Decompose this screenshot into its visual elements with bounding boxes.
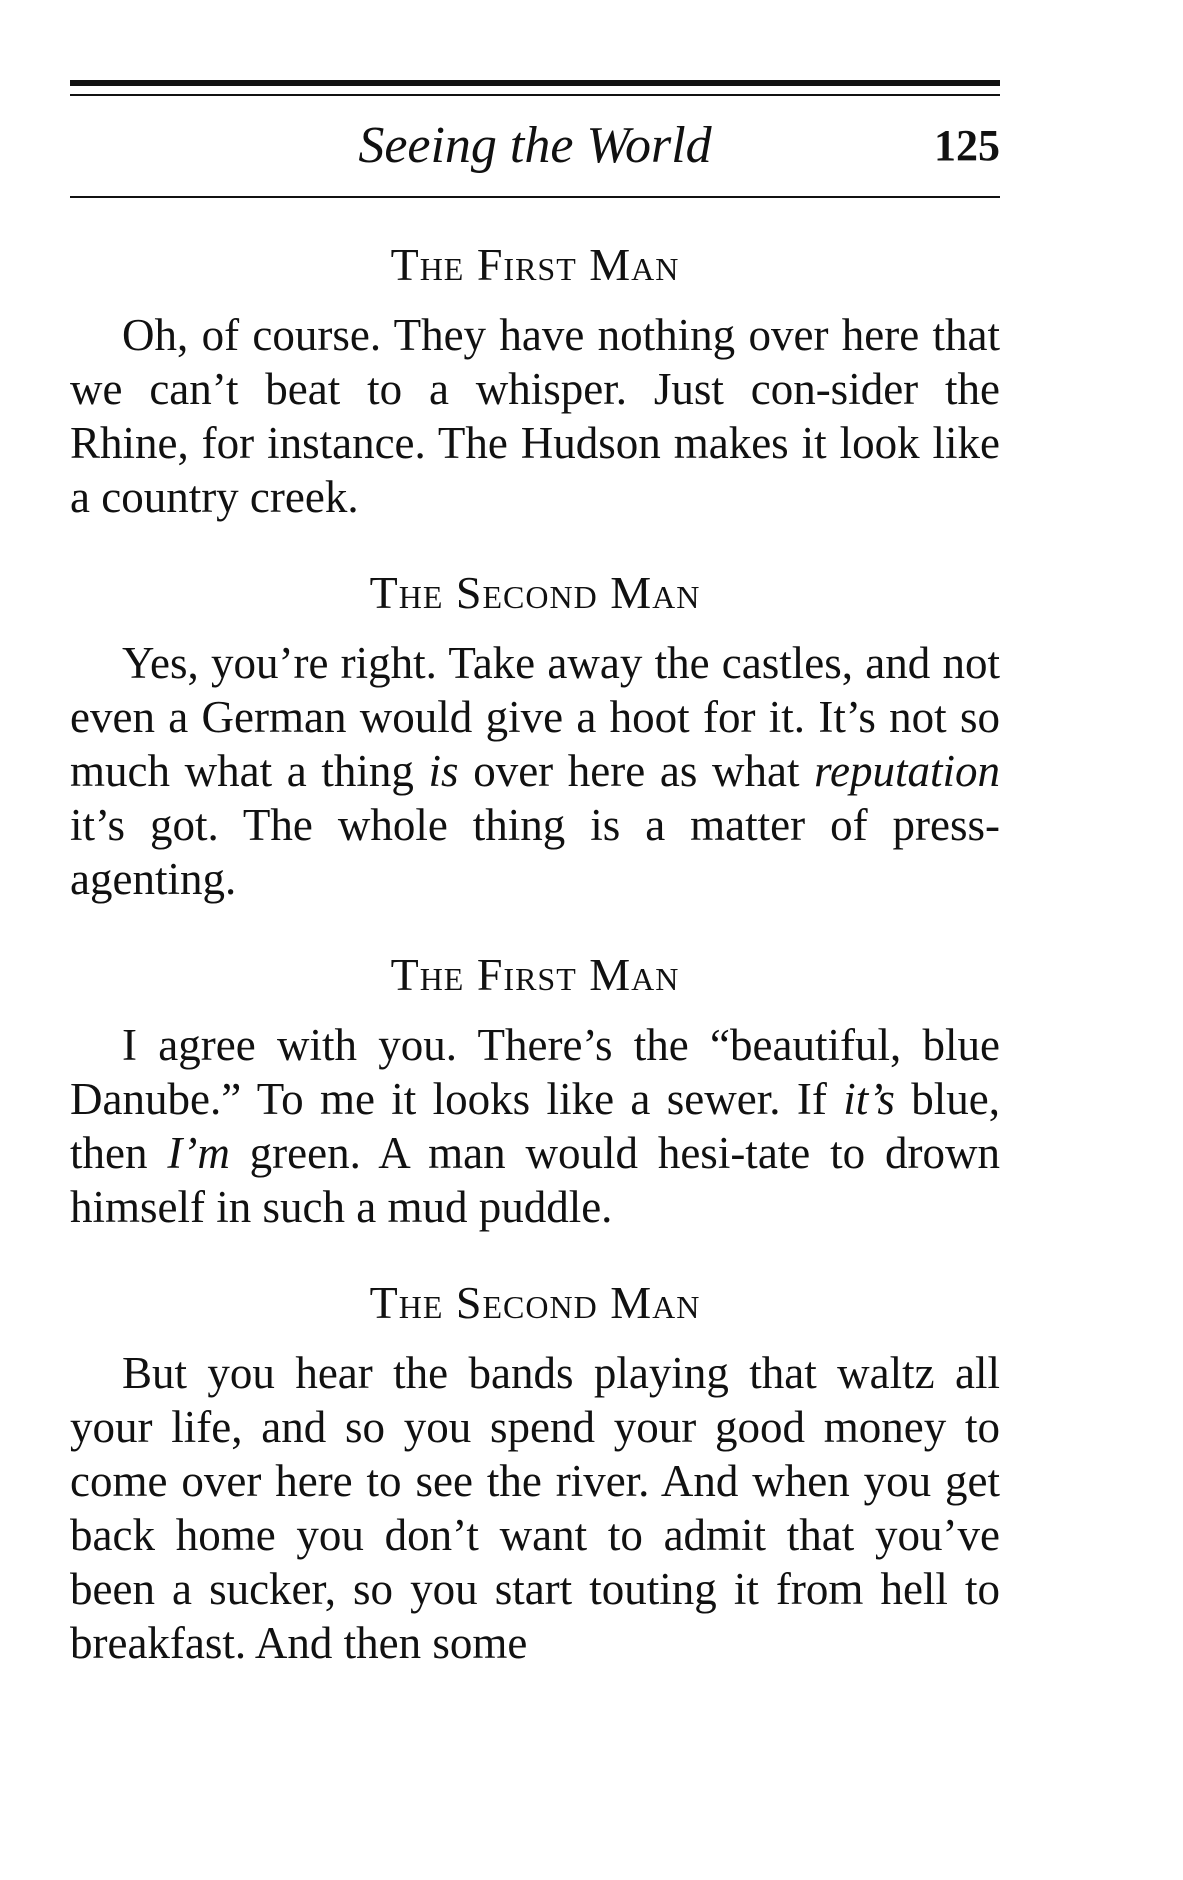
speech-text: I agree with you. There’s the “beautiful, blue Danube.” To me it looks like a sewer. If <box>70 1020 1000 1124</box>
speaker-name: The Second Man <box>369 1277 701 1328</box>
speaker-name: The First Man <box>390 239 680 290</box>
speech-paragraph <box>70 1018 1000 1234</box>
speech-emphasis: I’m <box>167 1128 230 1178</box>
speech-text: Yes, you’re right. Take away the castles, and not even a German would give a hoot for it. It’s not so much what a thing <box>70 638 1000 796</box>
page-number: 125 <box>934 121 1000 170</box>
speaker-name: The Second Man <box>369 567 701 618</box>
speech-paragraph: Oh, of course. They have nothing over here that we can’t beat to a whisper. Just con-sider the Rhine, for instance. The Hudson makes it look like a country creek. <box>70 310 1000 522</box>
running-title: Seeing the World <box>358 117 712 174</box>
speech-text: green. A man would hesi-tate to drown himself in such a mud puddle. <box>70 1128 1000 1232</box>
speech-emphasis: it’s <box>843 1074 895 1124</box>
book-page <box>70 80 1000 1712</box>
speech-emphasis: is <box>428 746 459 796</box>
speech-paragraph: But you hear the bands playing that waltz all your life, and so you spend your good money to come over here to see the river. And when you get back home you don’t want to admit that you’ve been a sucker, so you start touting it from hell to breakfast. And then some <box>70 1348 1000 1668</box>
header-rule-thick <box>70 80 1000 86</box>
speech-emphasis: reputation <box>814 746 1000 796</box>
running-head <box>70 96 1000 196</box>
speech-text: blue, then <box>70 1074 1000 1178</box>
speech-text: it’s got. The whole thing is a matter of press-agenting. <box>70 800 1000 904</box>
speech-text: over here as what <box>458 746 815 796</box>
speech-paragraph <box>70 636 1000 906</box>
header-underline <box>70 196 1000 198</box>
speaker-name: The First Man <box>390 949 680 1000</box>
